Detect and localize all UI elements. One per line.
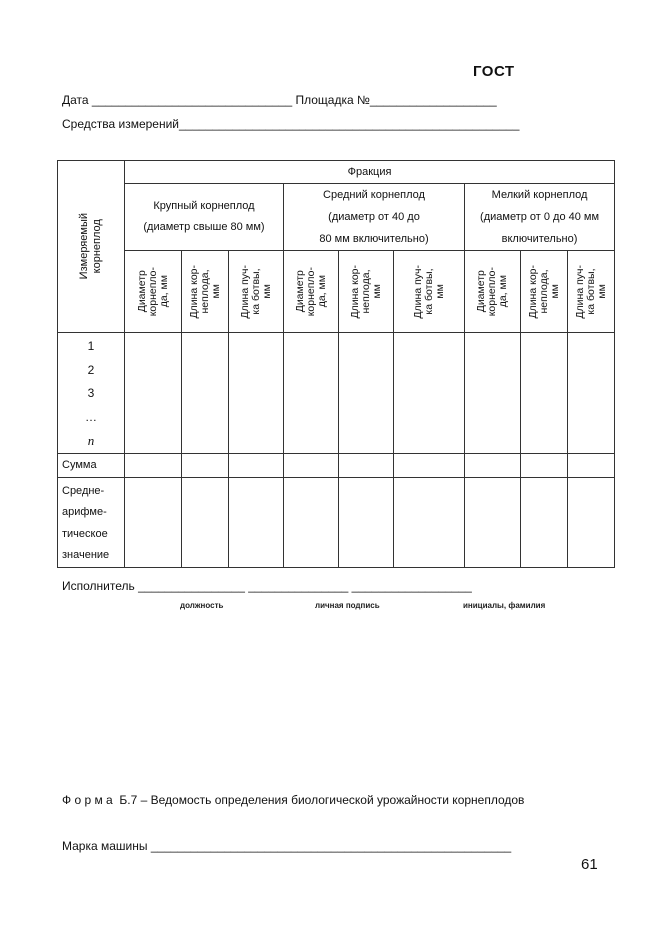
cell[interactable] [182,333,229,454]
col-small-length: Длина кор- неплода, мм [521,251,568,333]
table-row [58,453,615,477]
group-small-line2: (диаметр от 0 до 40 мм [480,211,600,223]
machine-brand-field[interactable]: Марка машины ______________________________________________________ [62,839,512,853]
page-number: 61 [581,856,598,873]
measured-root-header [58,161,125,333]
cell[interactable] [182,453,229,477]
cell[interactable] [568,453,615,477]
cell[interactable] [394,477,465,567]
measurement-table [57,160,615,568]
cell[interactable] [229,453,284,477]
cell[interactable] [182,477,229,567]
cell[interactable] [284,453,339,477]
average-label: Средне- арифме- тическое значение [58,477,125,567]
cell[interactable] [229,477,284,567]
col-medium-diameter: Диаметр корнепло- да, мм [284,251,339,333]
table-row [58,333,615,454]
cell[interactable] [521,477,568,567]
cell[interactable] [568,333,615,454]
cell[interactable] [284,333,339,454]
date-site-field[interactable]: Дата ______________________________ Площадка №___________________ [62,93,497,107]
col-medium-tops: Длина пуч- ка ботвы, мм [394,251,465,333]
sum-label: Сумма [58,453,125,477]
cell[interactable] [521,333,568,454]
cell[interactable] [568,477,615,567]
col-large-tops: Длина пуч- ка ботвы, мм [229,251,284,333]
col-large-length: Длина кор- неплода, мм [182,251,229,333]
group-medium-header [284,184,465,251]
cell[interactable] [465,453,521,477]
row-numbers: 1 2 3 … n [58,333,125,454]
caption-name: инициалы, фамилия [463,601,546,610]
cell[interactable] [521,453,568,477]
group-medium-line1: Средний корнеплод [323,189,425,201]
cell[interactable] [125,453,182,477]
col-small-tops: Длина пуч- ка ботвы, мм [568,251,615,333]
instruments-field[interactable]: Средства измерений___________________________________________________ [62,117,520,131]
group-medium-line2: (диаметр от 40 до [328,211,420,223]
group-small-line3: включительно) [501,233,578,245]
cell[interactable] [229,333,284,454]
group-large-line2: (диаметр свыше 80 мм) [143,221,265,233]
cell[interactable] [339,333,394,454]
caption-signature: личная подпись [315,601,380,610]
cell[interactable] [394,453,465,477]
col-small-diameter: Диаметр корнепло- да, мм [465,251,521,333]
group-small-line1: Мелкий корнеплод [491,189,588,201]
group-medium-line3: 80 мм включительно) [319,233,429,245]
fraction-header: Фракция [125,161,615,184]
col-medium-length: Длина кор- неплода, мм [339,251,394,333]
cell[interactable] [339,477,394,567]
standard-label: ГОСТ [473,63,515,80]
group-small-header [465,184,615,251]
cell[interactable] [284,477,339,567]
table-row [58,477,615,567]
cell[interactable] [465,333,521,454]
cell[interactable] [339,453,394,477]
cell[interactable] [394,333,465,454]
form-caption: Ф о р м а Б.7 – Ведомость определения биологической урожайности корнеплодов [62,793,525,807]
caption-position: должность [180,601,224,610]
cell[interactable] [125,333,182,454]
cell[interactable] [125,477,182,567]
executor-signature-line[interactable]: Исполнитель ________________ _______________ __________________ [62,579,472,593]
col-large-diameter: Диаметр корнепло- да, мм [125,251,182,333]
measured-root-label: Измеряемый корнеплод [78,213,103,280]
group-large-line1: Крупный корнеплод [153,200,255,212]
cell[interactable] [465,477,521,567]
group-large-header [125,184,284,251]
